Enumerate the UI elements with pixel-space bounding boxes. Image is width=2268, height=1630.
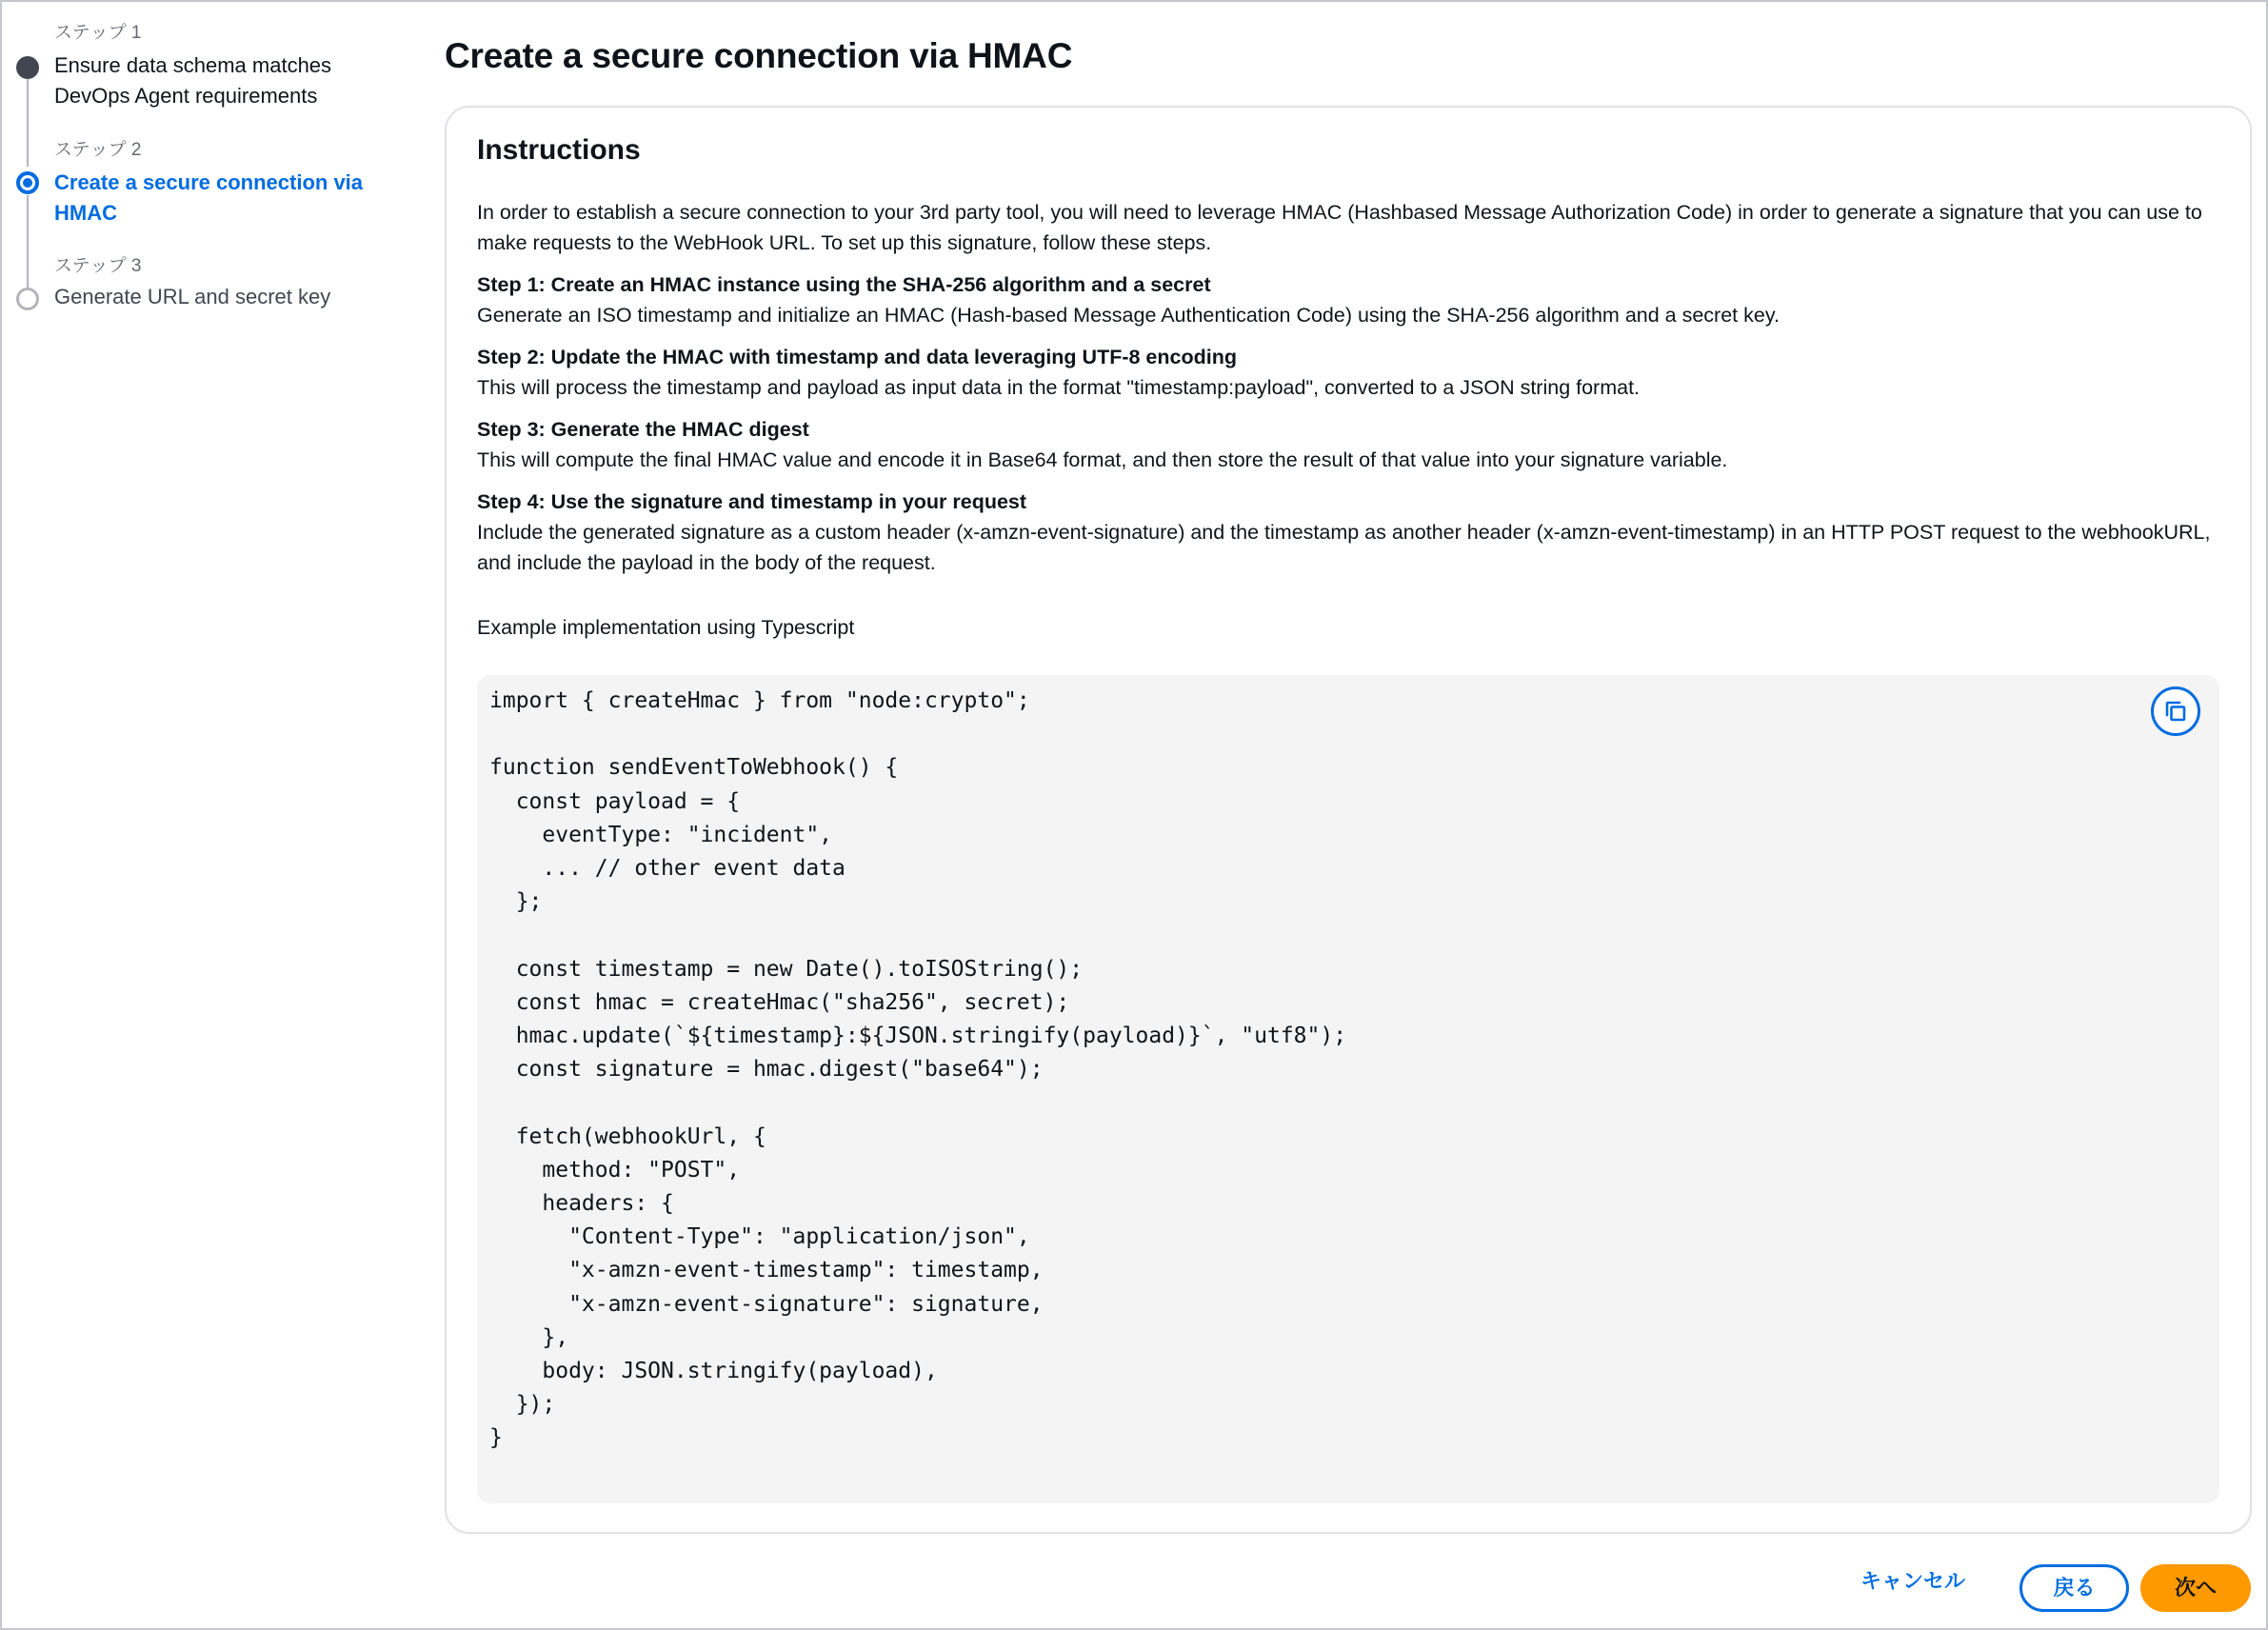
copy-icon	[2164, 700, 2187, 723]
instruction-step-text: Generate an ISO timestamp and initialize an HMAC (Hash-based Message Authentication Code) using the SHA-256 algorithm and a secret key.	[477, 304, 1780, 327]
step-pending-icon	[16, 288, 39, 310]
instruction-step-heading: Step 4: Use the signature and timestamp in your request	[477, 490, 1027, 513]
step-number-label: ステップ 3	[54, 256, 142, 276]
back-button[interactable]: 戻る	[2019, 1564, 2129, 1612]
instruction-step-heading: Step 3: Generate the HMAC digest	[477, 418, 809, 441]
page-title: Create a secure connection via HMAC	[445, 36, 1073, 75]
instruction-step-text: Include the generated signature as a custom header (x-amzn-event-signature) and the timestamp as another header (x-amzn-event-timestamp) in an HTTP POST request to the webhookURL, and include the payload in the body of the request.	[477, 521, 2211, 574]
instructions-body	[477, 197, 2219, 643]
step-number-label: ステップ 1	[54, 23, 142, 43]
cancel-button[interactable]: キャンセル	[1860, 1569, 1966, 1593]
instructions-container	[445, 106, 2252, 1534]
code-block	[477, 675, 2219, 1503]
step-current-icon	[16, 171, 39, 194]
step-complete-icon	[16, 56, 39, 79]
next-button[interactable]: 次へ	[2140, 1564, 2251, 1612]
instruction-step-1	[477, 269, 2219, 330]
step-title: Create a secure connection via HMAC	[54, 170, 364, 225]
step-connector	[27, 195, 29, 288]
instruction-step-4	[477, 487, 2219, 578]
example-label: Example implementation using Typescript	[477, 616, 855, 639]
instruction-step-3	[477, 414, 2219, 475]
instructions-heading: Instructions	[477, 134, 641, 166]
instruction-step-text: This will compute the final HMAC value and encode it in Base64 format, and then store the result of that value into your signature variable.	[477, 448, 1728, 471]
wizard-step-navigation	[2, 2, 402, 345]
copy-code-button[interactable]	[2151, 686, 2200, 736]
instruction-step-heading: Step 2: Update the HMAC with timestamp and data leveraging UTF-8 encoding	[477, 346, 1237, 368]
instructions-intro: In order to establish a secure connection to your 3rd party tool, you will need to leverage HMAC (Hashbased Message Authorization Code) in order to generate a signature that you can use to make requests to the WebHook URL. To set up this signature, follow these steps.	[477, 201, 2202, 254]
instruction-step-heading: Step 1: Create an HMAC instance using the SHA-256 algorithm and a secret	[477, 273, 1211, 296]
step-title[interactable]: Ensure data schema matches DevOps Agent requirements	[54, 53, 332, 108]
code-snippet[interactable]: import { createHmac } from "node:crypto"; function sendEventToWebhook() { const payload = { eventType: "incident", ... // other event data }; const timestamp = new Date().toISOString(); const hmac = createHmac("sha256", secret); hmac.update(`${timestamp}:${JSON.stringify(payload)}`, "utf8"); const signature = hmac.digest("base64"); fetch(webhookUrl, { method: "POST", headers: { "Content-Type": "application/json", "x-amzn-event-timestamp": timestamp, "x-amzn-event-signature": signature, }, body: JSON.stringify(payload), }); }	[489, 688, 1347, 1451]
instruction-step-2	[477, 342, 2219, 403]
step-number-label: ステップ 2	[54, 140, 142, 160]
step-connector	[27, 79, 29, 167]
instruction-step-text: This will process the timestamp and payload as input data in the format "timestamp:payload", converted to a JSON string format.	[477, 376, 1641, 399]
step-title: Generate URL and secret key	[54, 285, 331, 308]
